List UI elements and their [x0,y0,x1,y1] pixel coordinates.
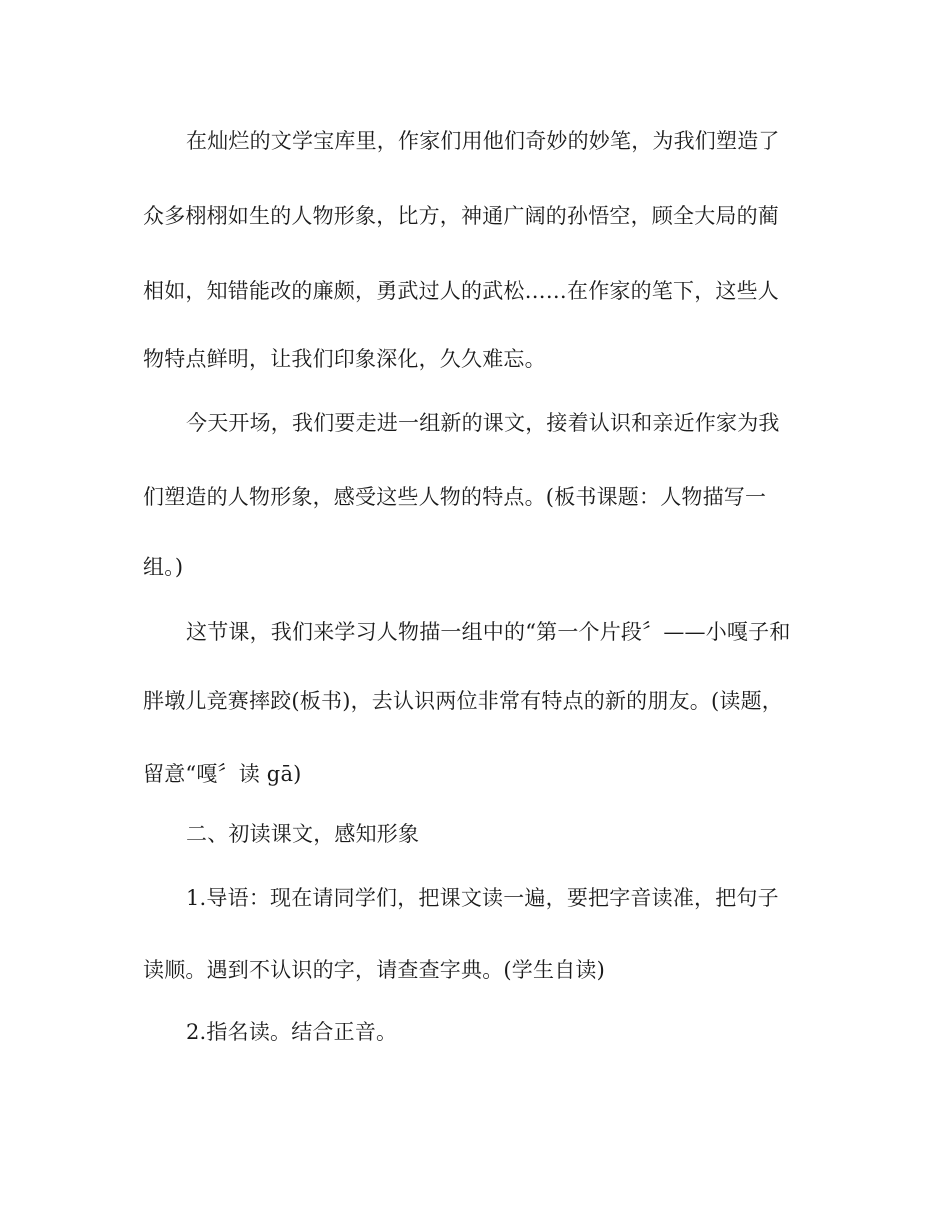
section-heading: 二、初读课文，感知形象 [186,822,420,846]
paragraph-2-line-1: 今天开场，我们要走进一组新的课文，接着认识和亲近作家为我 [186,411,780,435]
paragraph-3-line-1: 这节课，我们来学习人物描一组中的“第一个片段〞——小嘎子和 [186,620,791,644]
paragraph-2-line-3: 组。) [143,555,184,579]
step-1-line-1: 1.导语：现在请同学们，把课文读一遍，要把字音读准，把句子 [186,886,779,910]
paragraph-3-line-3: 留意“嘎〞读 gā) [143,762,302,786]
paragraph-1-line-3: 相如，知错能改的廉颇，勇武过人的武松……在作家的笔下，这些人 [143,279,779,303]
step-2-line-1: 2.指名读。结合正音。 [186,1020,398,1044]
paragraph-2-line-2: 们塑造的人物形象，感受这些人物的特点。(板书课题：人物描写一 [143,485,767,509]
paragraph-3-line-2: 胖墩儿竞赛摔跤(板书)，去认识两位非常有特点的新的朋友。(读题， [143,689,783,713]
paragraph-1-line-1: 在灿烂的文学宝库里，作家们用他们奇妙的妙笔，为我们塑造了 [186,129,780,153]
paragraph-1-line-4: 物特点鲜明，让我们印象深化，久久难忘。 [143,347,546,371]
step-1-line-2: 读顺。遇到不认识的字，请查查字典。(学生自读) [143,958,605,982]
paragraph-1-line-2: 众多栩栩如生的人物形象，比方，神通广阔的孙悟空，顾全大局的蔺 [143,204,779,228]
